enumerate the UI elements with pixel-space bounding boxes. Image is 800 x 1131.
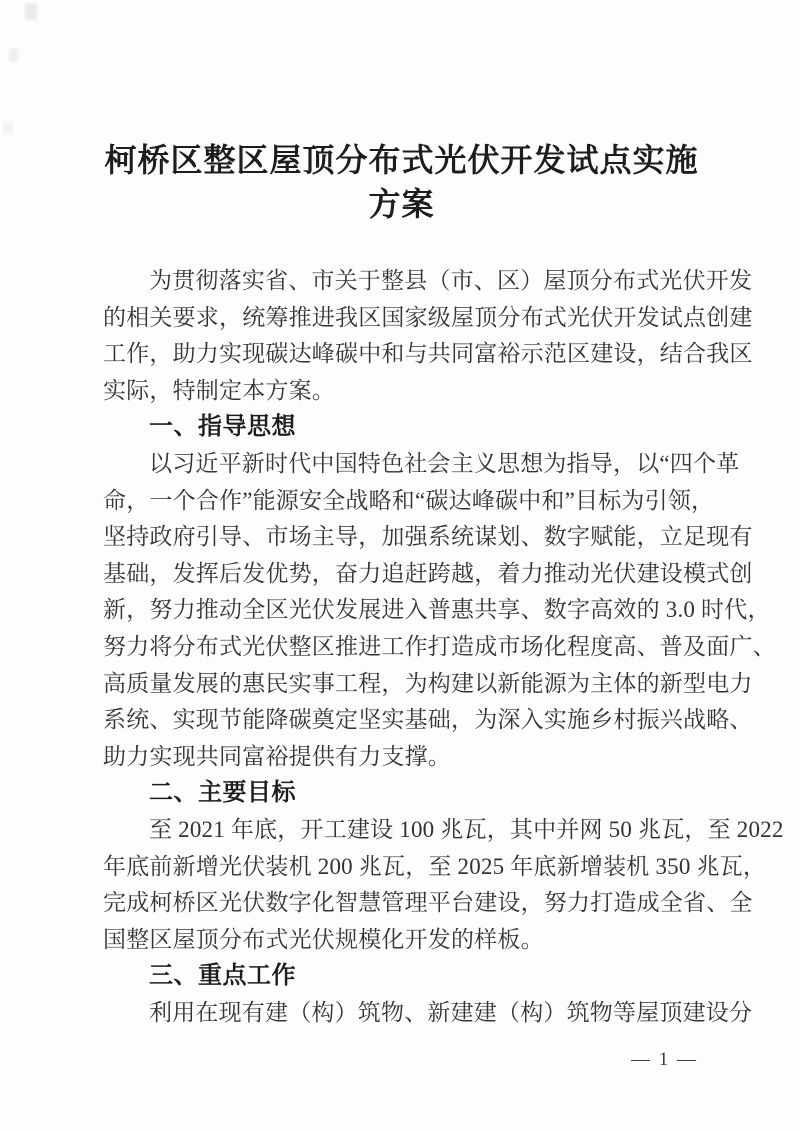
body-line: 为贯彻落实省、市关于整县（市、区）屋顶分布式光伏开发 (149, 268, 753, 293)
intro-paragraph (103, 263, 753, 409)
body-line: 至 2021 年底，开工建设 100 兆瓦，其中并网 50 兆瓦，至 2022 (149, 816, 784, 842)
body-line: 努力将分布式光伏整区推进工作打造成市场化程度高、普及面广、 (103, 633, 776, 659)
section-heading-3: 三、重点工作 (149, 962, 296, 990)
body-line: 命，一个合作”能源安全战略和“碳达峰碳中和”目标为引领， (103, 487, 715, 513)
body-line: 实际，特制定本方案。 (103, 377, 335, 403)
document-title: 柯桥区整区屋顶分布式光伏开发试点实施方案 (104, 142, 699, 222)
section-heading-2: 二、主要目标 (149, 779, 296, 807)
section-3-paragraph (103, 995, 753, 1032)
body-line: 完成柯桥区光伏数字化智慧管理平台建设，努力打造成全省、全 (103, 890, 753, 916)
page-number: — 1 — (631, 1049, 698, 1071)
section-2-paragraph (103, 812, 784, 958)
body-line: 基础，发挥后发优势，奋力追赶跨越，着力推动光伏建设模式创 (103, 560, 753, 586)
scan-artifact (9, 48, 18, 62)
section-heading-1: 一、指导思想 (149, 413, 296, 441)
body-line: 高质量发展的惠民实事工程，为构建以新能源为主体的新型电力 (103, 670, 753, 696)
body-line: 助力实现共同富裕提供有力支撑。 (103, 743, 451, 769)
body-line: 系统、实现节能降碳奠定坚实基础，为深入实施乡村振兴战略、 (103, 707, 753, 733)
body-line: 新，努力推动全区光伏发展进入普惠共享、数字高效的 3.0 时代， (103, 597, 771, 623)
section-1-paragraph (103, 446, 776, 775)
scan-artifact (3, 122, 13, 134)
scan-artifact (25, 3, 37, 20)
body-line: 年底前新增光伏装机 200 兆瓦，至 2025 年底新增装机 350 兆瓦， (103, 853, 767, 879)
body-line: 国整区屋顶分布式光伏规模化开发的样板。 (103, 926, 544, 952)
document-content (0, 138, 800, 1075)
body-line: 以习近平新时代中国特色社会主义思想为指导，以“四个革 (149, 450, 740, 476)
body-line: 利用在现有建（构）筑物、新建建（构）筑物等屋顶建设分 (149, 999, 753, 1025)
body-line: 工作，助力实现碳达峰碳中和与共同富裕示范区建设，结合我区 (103, 341, 753, 367)
body-line: 坚持政府引导、市场主导，加强系统谋划、数字赋能，立足现有 (103, 524, 753, 550)
document-body (103, 263, 784, 1031)
body-line: 的相关要求，统筹推进我区国家级屋顶分布式光伏开发试点创建 (103, 304, 753, 330)
